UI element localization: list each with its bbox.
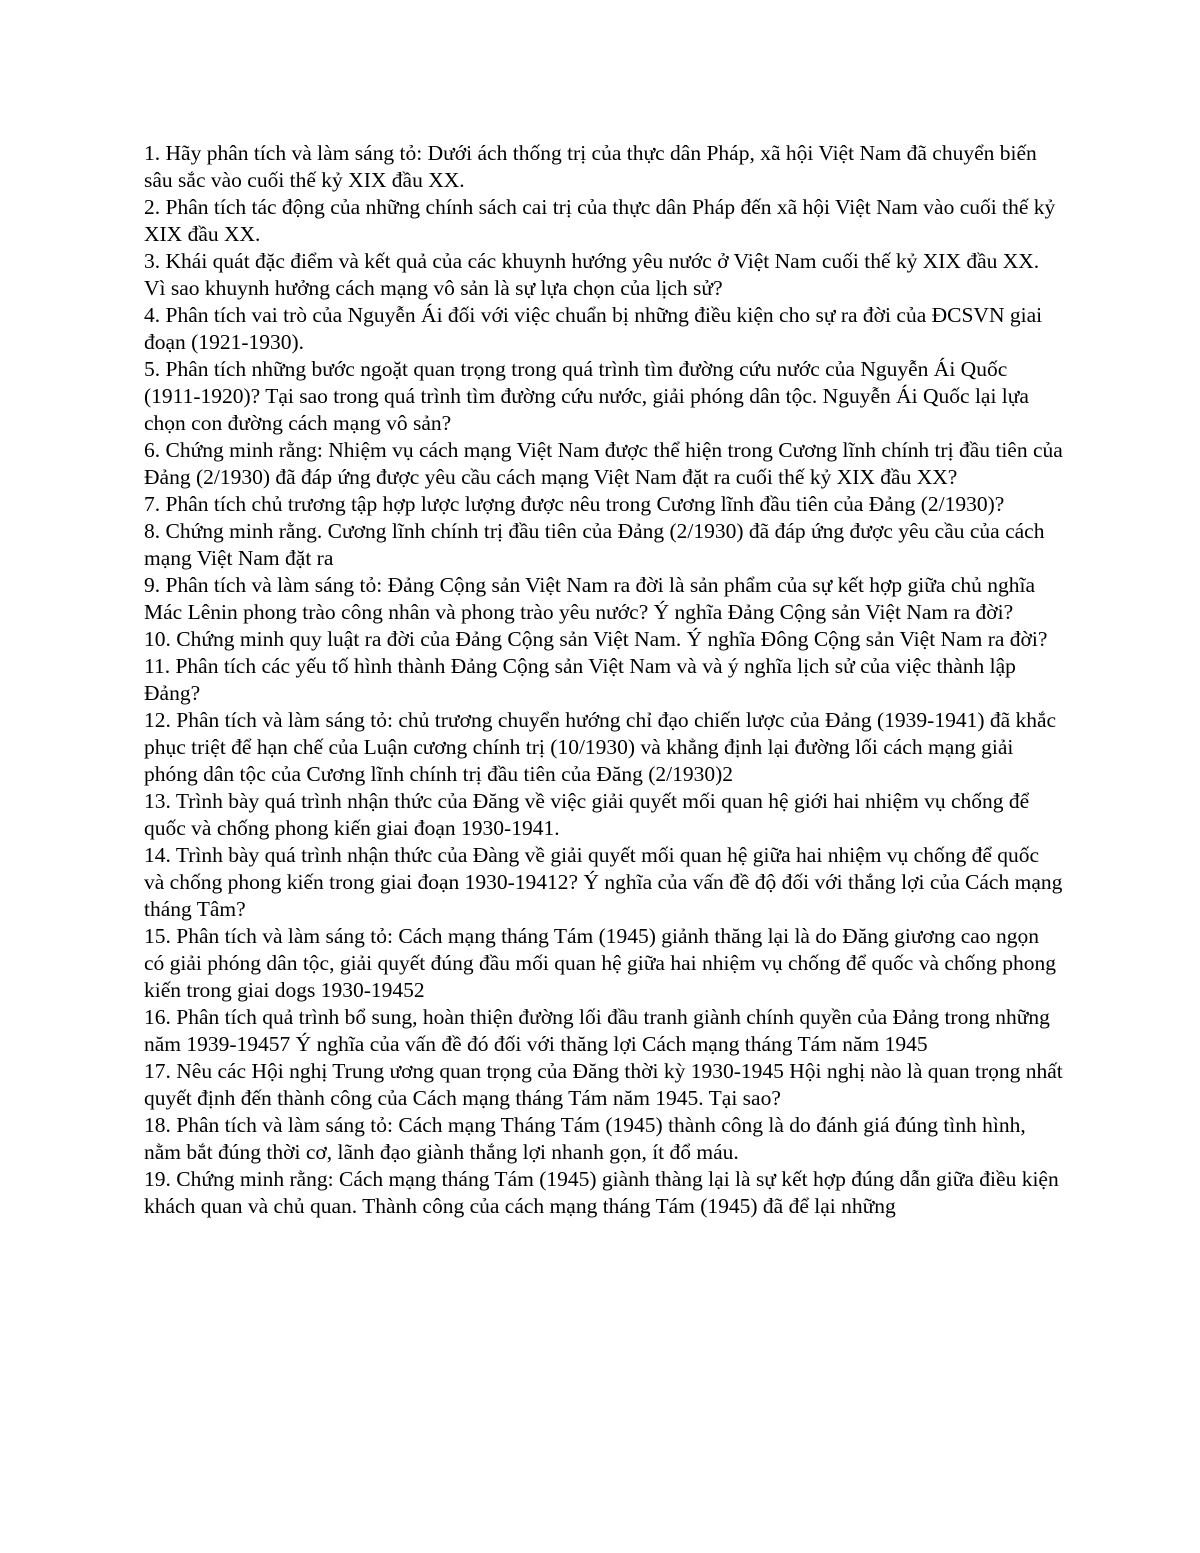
- question-6: 6. Chứng minh rằng: Nhiệm vụ cách mạng Việt Nam được thể hiện trong Cương lĩnh chính trị đầu tiên của Đảng (2/1930) đã đáp ứng được yêu cầu cách mạng Việt Nam đặt ra cuối thế kỷ XIX đầu XX?: [144, 438, 1063, 489]
- question-7: 7. Phân tích chủ trương tập hợp lược lượng được nêu trong Cương lĩnh đầu tiên của Đảng (2/1930)?: [144, 492, 1005, 516]
- question-10: 10. Chứng minh quy luật ra đời của Đảng Cộng sản Việt Nam. Ý nghĩa Đông Cộng sản Việt Nam ra đời?: [144, 627, 1048, 651]
- question-11: 11. Phân tích các yếu tố hình thành Đảng Cộng sản Việt Nam và và ý nghĩa lịch sử của việc thành lập Đảng?: [144, 654, 1016, 705]
- question-19: 19. Chứng minh rằng: Cách mạng tháng Tám (1945) giành thàng lại là sự kết hợp đúng dẫn giữa điều kiện khách quan và chủ quan. Thành công của cách mạng tháng Tám (1945) đã để lại những: [144, 1167, 1059, 1218]
- question-5: 5. Phân tích những bước ngoặt quan trọng trong quá trình tìm đường cứu nước của Nguyễn Ái Quốc (1911-1920)? Tại sao trong quá trình tìm đường cứu nước, giải phóng dân tộc. Nguyễn Ái Quốc lại lựa chọn con đường cách mạng vô sản?: [144, 357, 1029, 435]
- question-16: 16. Phân tích quả trình bổ sung, hoàn thiện đường lối đầu tranh giành chính quyền của Đảng trong những năm 1939-19457 Ý nghĩa của vấn đề đó đối với thăng lợi Cách mạng tháng Tám năm 1945: [144, 1005, 1050, 1056]
- question-12: 12. Phân tích và làm sáng tỏ: chủ trương chuyển hướng chỉ đạo chiến lược của Đảng (1939-1941) đã khắc phục triệt để hạn chế của Luận cương chính trị (10/1930) và khẳng định lại đường lối cách mạng giải phóng dân tộc của Cương lĩnh chính trị đầu tiên của Đăng (2/1930)2: [144, 708, 1057, 786]
- question-14: 14. Trình bày quá trình nhận thức của Đàng về giải quyết mối quan hệ giữa hai nhiệm vụ chống để quốc và chống phong kiến trong giai đoạn 1930-19412? Ý nghĩa của vấn đề độ đối với thắng lợi của Cách mạng tháng Tâm?: [144, 843, 1063, 921]
- question-2: 2. Phân tích tác động của những chính sách cai trị của thực dân Pháp đến xã hội Việt Nam vào cuối thế kỷ XIX đầu XX.: [144, 195, 1056, 246]
- question-13: 13. Trình bày quá trình nhận thức của Đăng về việc giải quyết mối quan hệ giới hai nhiệm vụ chống để quốc và chống phong kiến giai đoạn 1930-1941.: [144, 789, 1030, 840]
- question-4: 4. Phân tích vai trò của Nguyễn Ái đối với việc chuẩn bị những điều kiện cho sự ra đời của ĐCSVN giai đoạn (1921-1930).: [144, 303, 1043, 354]
- question-15: 15. Phân tích và làm sáng tỏ: Cách mạng tháng Tám (1945) giảnh thăng lại là do Đăng giương cao ngọn có giải phóng dân tộc, giải quyết đúng đầu mối quan hệ giữa hai nhiệm vụ chống để quốc và chống phong kiến trong giai dogs 1930-19452: [144, 924, 1057, 1002]
- question-17: 17. Nêu các Hội nghị Trung ương quan trọng của Đăng thời kỳ 1930-1945 Hội nghị nào là quan trọng nhất quyết định đến thành công của Cách mạng tháng Tám năm 1945. Tại sao?: [144, 1059, 1063, 1110]
- question-9: 9. Phân tích và làm sáng tỏ: Đảng Cộng sản Việt Nam ra đời là sản phẩm của sự kết hợp giữa chủ nghĩa Mác Lênin phong trào công nhân và phong trào yêu nước? Ý nghĩa Đảng Cộng sản Việt Nam ra đời?: [144, 573, 1036, 624]
- document-page: [144, 140, 1064, 1220]
- question-3: 3. Khái quát đặc điểm và kết quả của các khuynh hướng yêu nước ở Việt Nam cuối thế kỷ XIX đầu XX. Vì sao khuynh hưởng cách mạng vô sản là sự lựa chọn của lịch sử?: [144, 249, 1040, 300]
- question-8: 8. Chứng minh rằng. Cương lĩnh chính trị đầu tiên của Đảng (2/1930) đã đáp ứng được yêu cầu của cách mạng Việt Nam đặt ra: [144, 519, 1045, 570]
- question-18: 18. Phân tích và làm sáng tỏ: Cách mạng Tháng Tám (1945) thành công là do đánh giá đúng tình hình, nằm bắt đúng thời cơ, lãnh đạo giành thắng lợi nhanh gọn, ít đổ máu.: [144, 1113, 1026, 1164]
- question-1: 1. Hãy phân tích và làm sáng tỏ: Dưới ách thống trị của thực dân Pháp, xã hội Việt Nam đã chuyển biến sâu sắc vào cuối thế kỷ XIX đầu XX.: [144, 141, 1037, 192]
